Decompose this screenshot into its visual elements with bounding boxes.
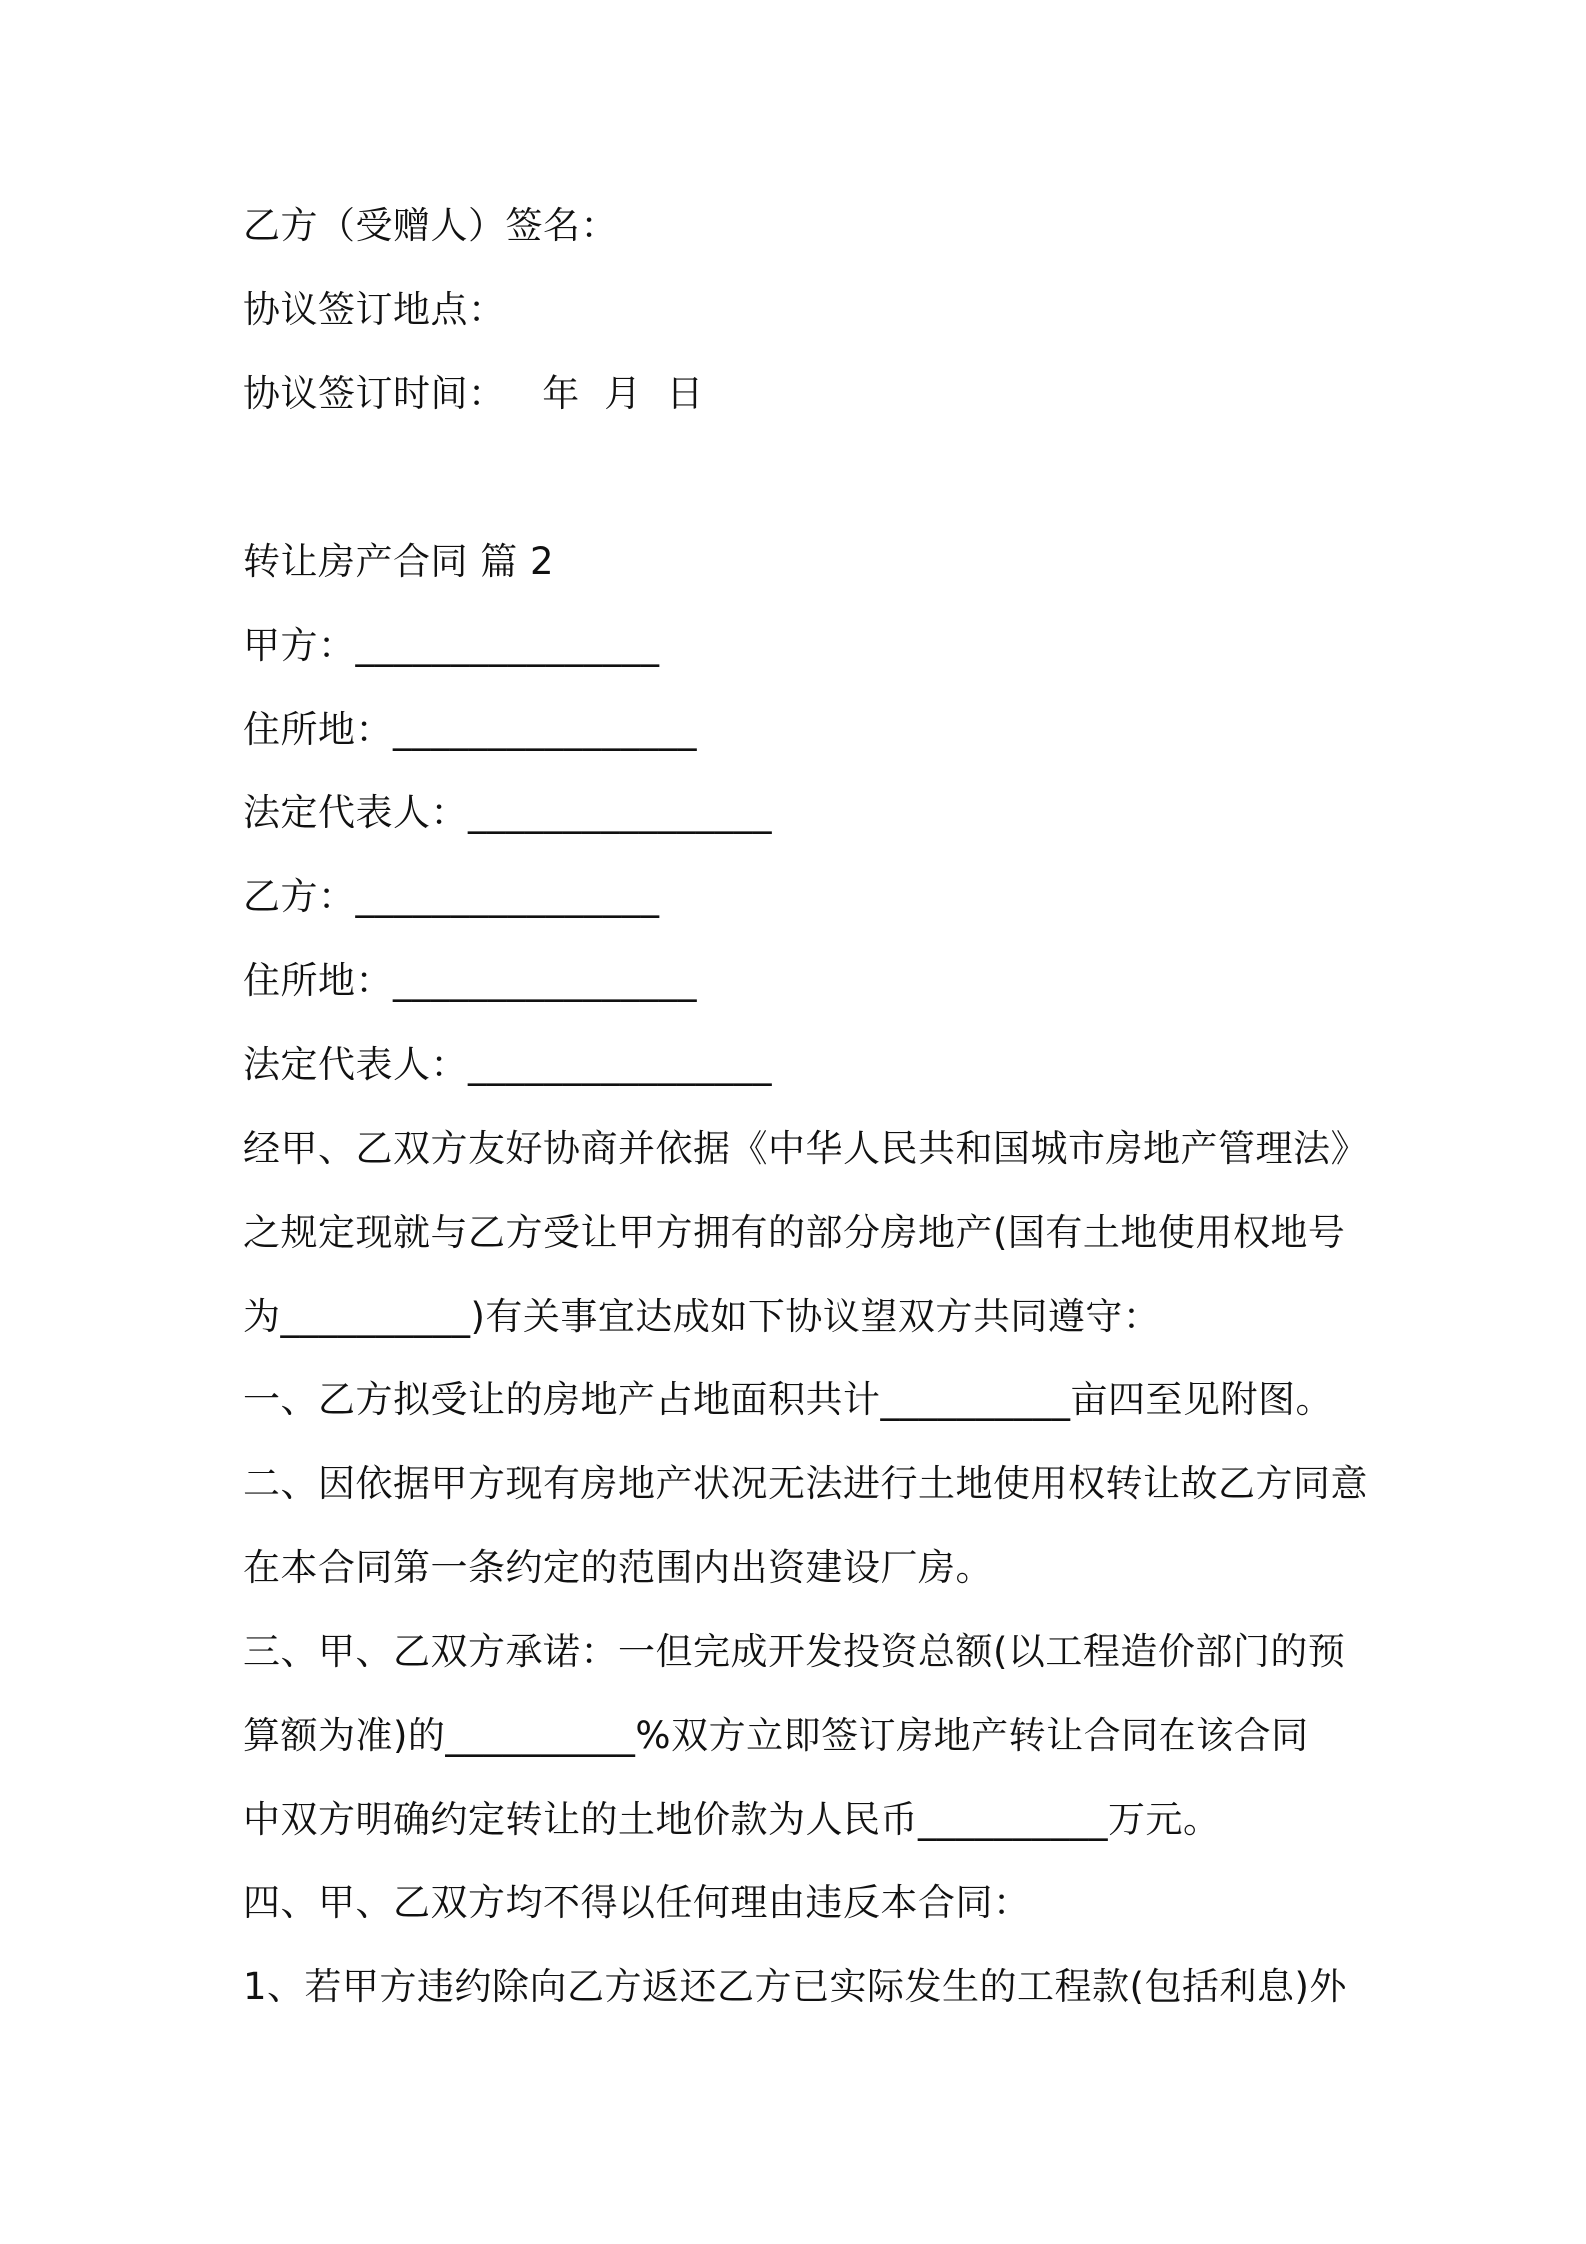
- party-a-representative-line: 法定代表人：________________: [243, 791, 772, 834]
- body-line: 经甲、乙双方友好协商并依据《中华人民共和国城市房地产管理法》: [243, 1127, 1368, 1170]
- clause-4-line: 四、甲、乙双方均不得以任何理由违反本合同：: [243, 1881, 1031, 1924]
- party-b-address-line: 住所地：________________: [243, 959, 697, 1002]
- clause-1-line: 一、乙方拟受让的房地产占地面积共计__________亩四至见附图。: [243, 1378, 1333, 1421]
- signing-place-line: 协议签订地点：: [243, 288, 506, 331]
- body-line: 之规定现就与乙方受让甲方拥有的部分房地产(国有土地使用权地号: [243, 1211, 1346, 1254]
- clause-3-continuation-line: 算额为准)的__________%双方立即签订房地产转让合同在该合同: [243, 1714, 1309, 1757]
- party-a-line: 甲方：________________: [243, 624, 660, 667]
- clause-3-line: 三、甲、乙双方承诺：一但完成开发投资总额(以工程造价部门的预: [243, 1630, 1346, 1673]
- party-b-representative-line: 法定代表人：________________: [243, 1043, 772, 1086]
- clause-4-1-line: 1、若甲方违约除向乙方返还乙方已实际发生的工程款(包括利息)外: [243, 1965, 1347, 2008]
- body-line: 为__________)有关事宜达成如下协议望双方共同遵守：: [243, 1295, 1161, 1338]
- party-b-line: 乙方：________________: [243, 875, 660, 918]
- party-b-signature-line: 乙方（受赠人）签名：: [243, 204, 618, 247]
- clause-2-line: 二、因依据甲方现有房地产状况无法进行土地使用权转让故乙方同意: [243, 1462, 1368, 1505]
- signing-date-line: 协议签订时间： 年 月 日: [243, 372, 704, 415]
- section-title: 转让房产合同 篇 2: [243, 540, 555, 583]
- clause-2-continuation-line: 在本合同第一条约定的范围内出资建设厂房。: [243, 1546, 993, 1589]
- clause-3-continuation-line: 中双方明确约定转让的土地价款为人民币__________万元。: [243, 1798, 1221, 1841]
- party-a-address-line: 住所地：________________: [243, 708, 697, 751]
